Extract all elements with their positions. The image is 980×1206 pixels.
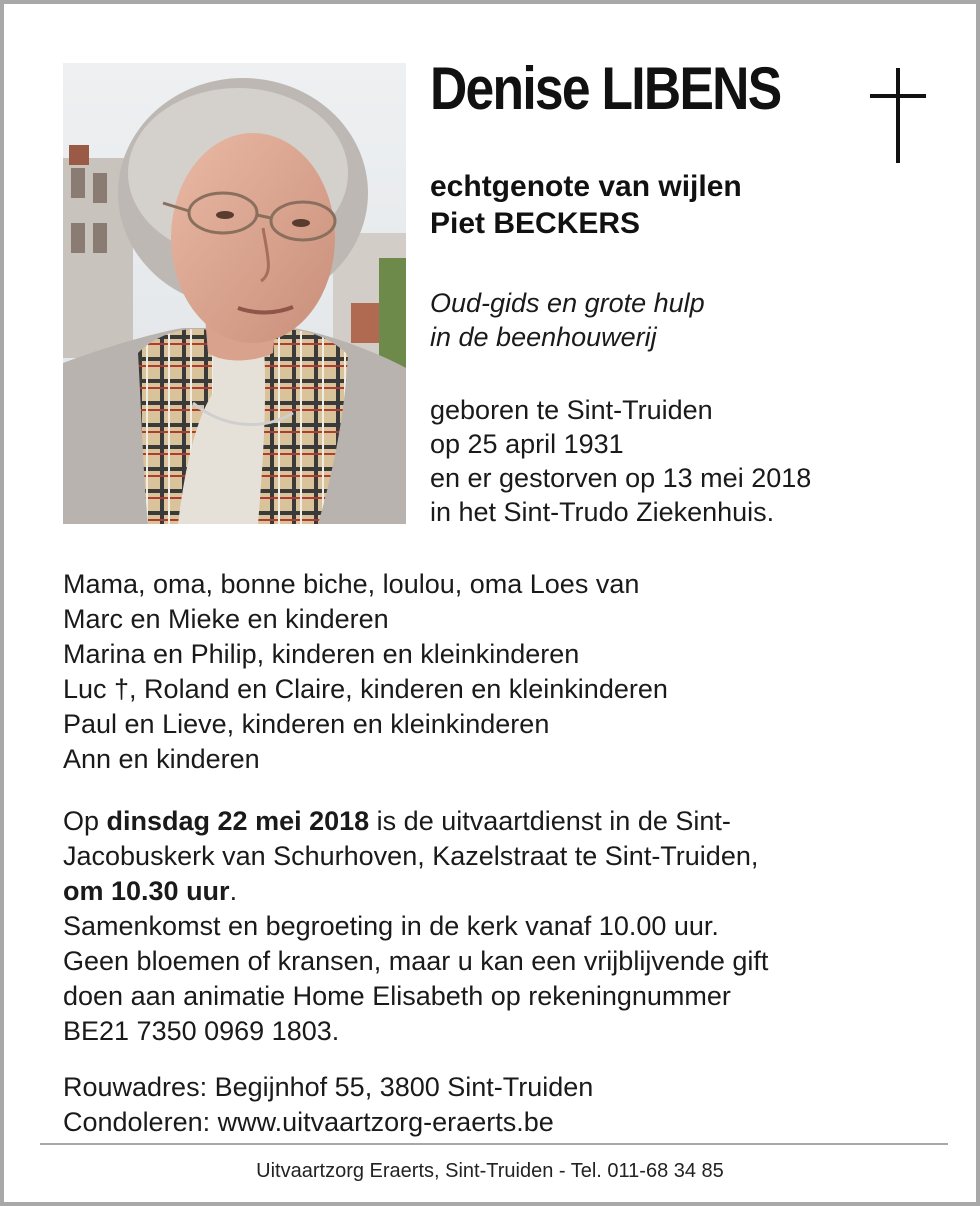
deceased-name: Denise LIBENS <box>430 55 781 122</box>
service-text: is de uitvaartdienst in de Sint- <box>369 806 731 836</box>
family-line: Luc †, Roland en Claire, kinderen en kleinkinderen <box>63 674 668 704</box>
spouse-relation: echtgenote van wijlen <box>430 170 742 203</box>
family-line: Ann en kinderen <box>63 744 260 774</box>
service-line: Samenkomst en begroeting in de kerk vanaf 10.00 uur. <box>63 911 719 941</box>
service-text: . <box>229 876 238 906</box>
born-line: geboren te Sint-Truiden <box>430 395 713 425</box>
family-list <box>63 567 668 777</box>
portrait-photo <box>63 63 406 524</box>
born-line: in het Sint-Trudo Ziekenhuis. <box>430 497 775 527</box>
family-line: Marc en Mieke en kinderen <box>63 604 389 634</box>
family-line: Marina en Philip, kinderen en kleinkinderen <box>63 639 580 669</box>
service-line <box>63 874 943 909</box>
family-line: Paul en Lieve, kinderen en kleinkinderen <box>63 709 550 739</box>
bank-account: BE21 7350 0969 1803. <box>63 1016 340 1046</box>
service-text: Op <box>63 806 107 836</box>
condolence-website[interactable]: Condoleren: www.uitvaartzorg-eraerts.be <box>63 1107 554 1137</box>
family-line: Mama, oma, bonne biche, loulou, oma Loes van <box>63 569 640 599</box>
service-line <box>63 804 943 839</box>
service-time: om 10.30 uur <box>63 876 230 906</box>
birth-death-info <box>430 393 811 529</box>
born-line: op 25 april 1931 <box>430 429 624 459</box>
mourning-address: Rouwadres: Begijnhof 55, 3800 Sint-Truiden <box>63 1072 594 1102</box>
latin-cross-icon <box>870 68 926 163</box>
funeral-service-info <box>63 804 943 1049</box>
born-line: en er gestorven op 13 mei 2018 <box>430 463 812 493</box>
service-line: doen aan animatie Home Elisabeth op rekeningnummer <box>63 981 731 1011</box>
tagline-line: Oud-gids en grote hulp <box>430 288 705 318</box>
contact-info <box>63 1070 593 1140</box>
funeral-home-footer: Uitvaartzorg Eraerts, Sint-Truiden - Tel. 011-68 34 85 <box>256 1160 724 1182</box>
spouse-name: Piet BECKERS <box>430 207 641 240</box>
tagline <box>430 286 705 354</box>
service-date: dinsdag 22 mei 2018 <box>106 806 370 836</box>
service-line: Geen bloemen of kransen, maar u kan een vrijblijvende gift <box>63 946 769 976</box>
spouse-info <box>430 168 742 242</box>
service-location: Jacobuskerk van Schurhoven, Kazelstraat te Sint-Truiden, <box>63 841 759 871</box>
footer-divider <box>40 1143 948 1145</box>
tagline-line: in de beenhouwerij <box>430 322 657 352</box>
